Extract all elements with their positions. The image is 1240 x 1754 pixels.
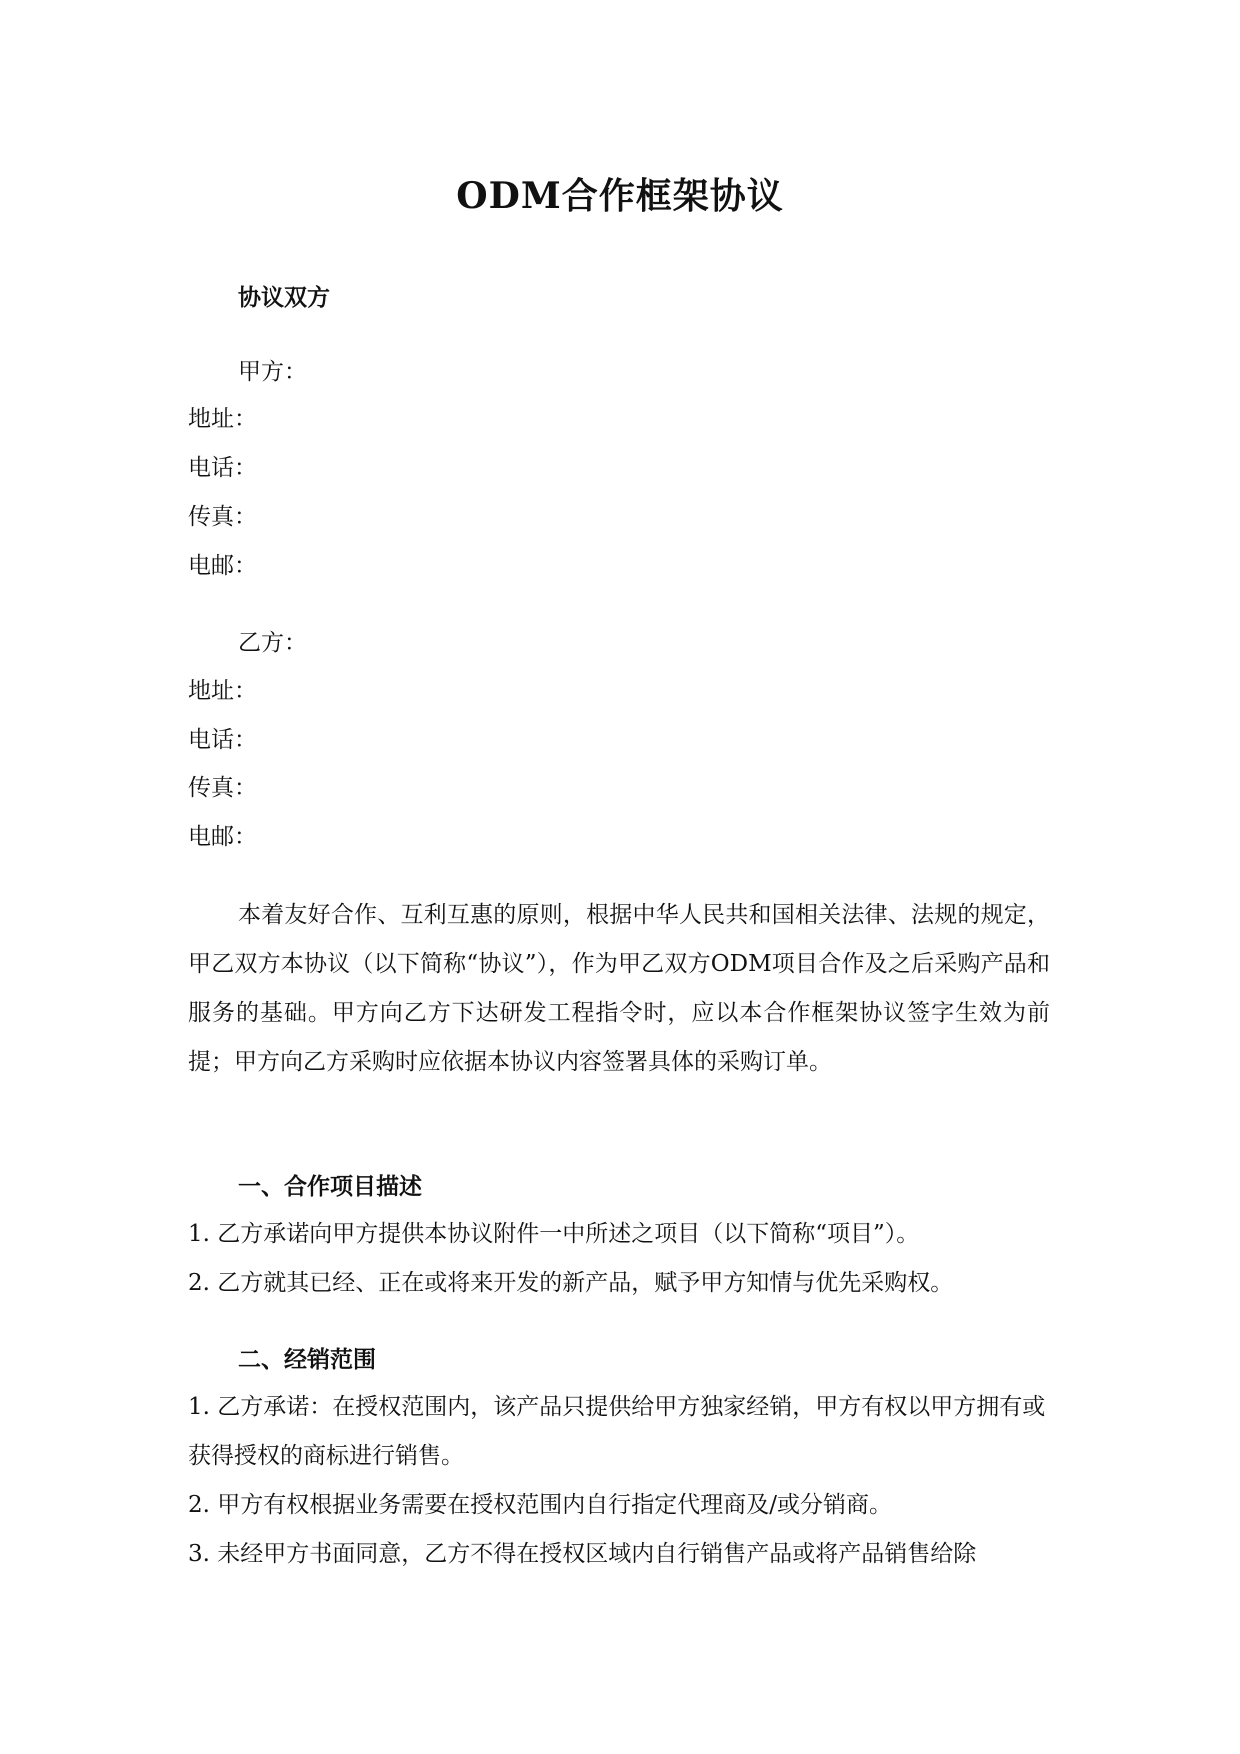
party-a-email: 电邮： [188, 553, 257, 579]
party-a-fax: 传真： [188, 504, 257, 530]
party-b-label: 乙方： [238, 630, 307, 656]
party-b-fax: 传真： [188, 775, 257, 801]
section1-heading: 一、合作项目描述 [238, 1173, 422, 1200]
section2-item-1: 1. 乙方承诺：在授权范围内，该产品只提供给甲方独家经销，甲方有权以甲方拥有或获得授权的商标进行销售。 [188, 1394, 1046, 1469]
section1-item-1: 1. 乙方承诺向甲方提供本协议附件一中所述之项目（以下简称“项目”）。 [188, 1221, 920, 1247]
document-title: ODM合作框架协议 [456, 175, 784, 217]
party-a-label: 甲方： [238, 359, 307, 385]
party-b-phone: 电话： [188, 727, 257, 753]
section2-heading: 二、经销范围 [238, 1346, 376, 1373]
party-a-phone: 电话： [188, 455, 257, 481]
party-b-address: 地址： [188, 678, 257, 704]
section1-item-2: 2. 乙方就其已经、正在或将来开发的新产品，赋予甲方知情与优先采购权。 [188, 1270, 954, 1296]
section2-item-2: 2. 甲方有权根据业务需要在授权范围内自行指定代理商及/或分销商。 [188, 1492, 893, 1518]
party-a-address: 地址： [188, 406, 257, 432]
section2-item-3: 3. 未经甲方书面同意，乙方不得在授权区域内自行销售产品或将产品销售给除 [188, 1541, 977, 1567]
party-b-email: 电邮： [188, 824, 257, 850]
intro-paragraph: 本着友好合作、互利互惠的原则，根据中华人民共和国相关法律、法规的规定，甲乙双方本协议（以下简称“协议”），作为甲乙双方ODM项目合作及之后采购产品和服务的基础。甲方向乙方下达研发工程指令时，应以本合作框架协议签字生效为前提；甲方向乙方采购时应依据本协议内容签署具体的采购订单。 [188, 902, 1050, 1075]
parties-heading: 协议双方 [238, 284, 330, 311]
